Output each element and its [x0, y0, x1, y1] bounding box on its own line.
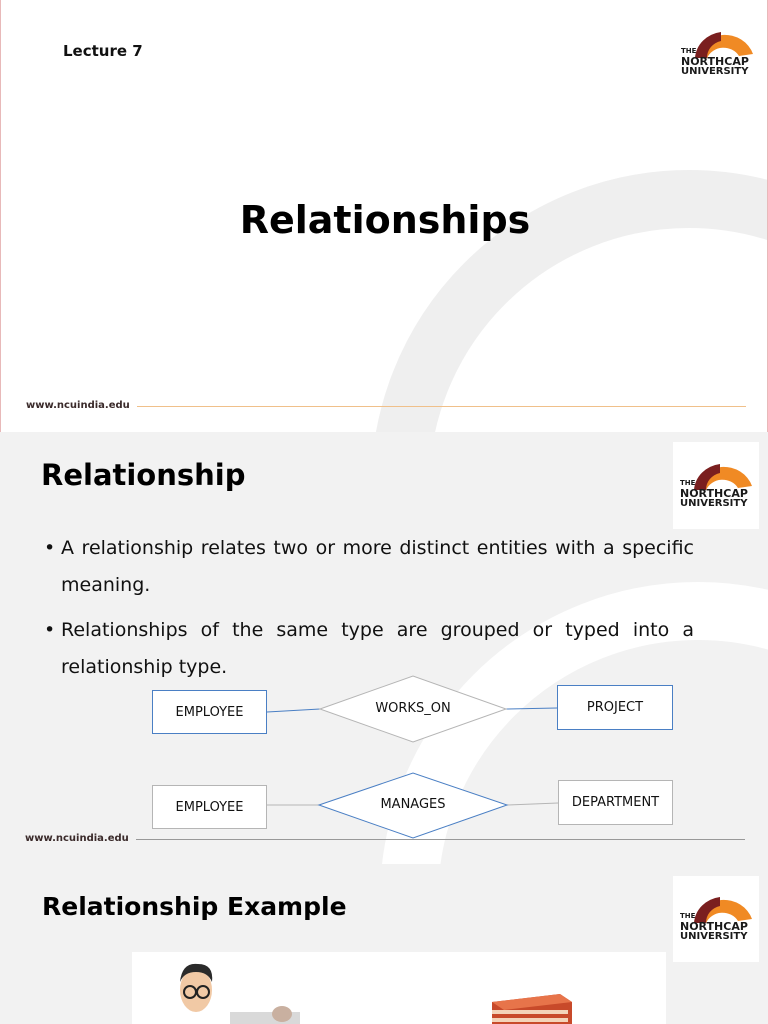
entity-employee: EMPLOYEE: [152, 785, 267, 829]
university-logo: [681, 28, 755, 80]
connector-line: [267, 709, 320, 712]
slide-heading: Relationship: [41, 458, 246, 492]
footer-website: www.ncuindia.edu: [25, 833, 129, 844]
logo-text-university: UNIVERSITY: [681, 66, 749, 77]
slide-title: [0, 0, 768, 432]
slide-relationship: [0, 432, 768, 864]
slide-relationship-example: [0, 864, 768, 1024]
logo-text-the: THE: [680, 479, 696, 487]
relationship-label-manages: MANAGES: [380, 797, 446, 812]
logo-text-northcap: NORTHCAP: [680, 920, 748, 933]
person-clipart-icon: [170, 960, 300, 1024]
slide-title-text: Relationships: [239, 198, 531, 242]
logo-text-northcap: NORTHCAP: [680, 487, 748, 500]
relationship-label-works-on: WORKS_ON: [375, 701, 451, 716]
footer-line: [137, 406, 746, 407]
books-clipart-icon: [486, 990, 576, 1024]
connector-line: [506, 708, 557, 709]
logo-text-the: THE: [680, 912, 696, 920]
logo-text-university: UNIVERSITY: [680, 931, 748, 942]
university-logo: [680, 893, 754, 945]
slide-heading: Relationship Example: [42, 892, 347, 921]
lecture-label: Lecture 7: [63, 42, 143, 60]
logo-text-the: THE: [681, 47, 697, 55]
connector-line: [507, 803, 558, 805]
entity-project: PROJECT: [557, 685, 673, 730]
bullet-item: • Relationships of the same type are grouped or typed into a relationship type.: [44, 612, 694, 686]
logo-text-university: UNIVERSITY: [680, 498, 748, 509]
footer-website: www.ncuindia.edu: [26, 400, 130, 411]
entity-department: DEPARTMENT: [558, 780, 673, 825]
entity-employee: EMPLOYEE: [152, 690, 267, 734]
bullet-item: • A relationship relates two or more distinct entities with a specific meaning.: [44, 530, 694, 604]
footer-line: [136, 839, 745, 840]
logo-text-northcap: NORTHCAP: [681, 55, 749, 68]
